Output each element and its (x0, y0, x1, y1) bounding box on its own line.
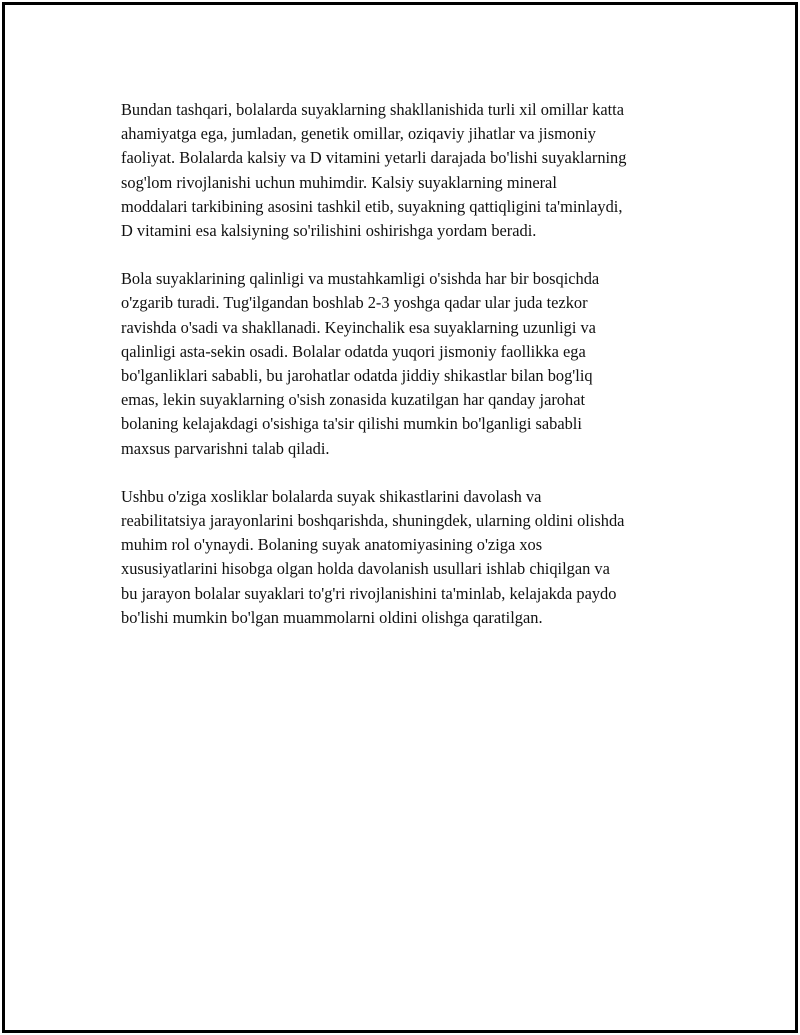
document-body (121, 98, 711, 654)
text-line: Bola suyaklarining qalinligi va mustahkamligi o'sishda har bir bosqichda (121, 269, 600, 289)
paragraph-1 (121, 98, 711, 243)
text-line: o'zgarib turadi. Tug'ilgandan boshlab 2-3 yoshga qadar ular juda tezkor (121, 293, 588, 313)
text-line: D vitamini esa kalsiyning so'rilishini oshirishga yordam beradi. (121, 221, 537, 241)
page-frame (2, 2, 798, 1033)
text-line: qalinligi asta-sekin osadi. Bolalar odatda yuqori jismoniy faollikka ega (121, 341, 586, 361)
paragraph-3 (121, 485, 711, 630)
text-line: faoliyat. Bolalarda kalsiy va D vitamini yetarli darajada bo'lishi suyaklarning (121, 148, 627, 168)
text-line: moddalari tarkibining asosini tashkil etib, suyakning qattiqligini ta'minlaydi, (121, 196, 623, 216)
text-line: bolaning kelajakdagi o'sishiga ta'sir qilishi mumkin bo'lganligi sababli (121, 414, 582, 434)
text-line: xususiyatlarini hisobga olgan holda davolanish usullari ishlab chiqilgan va (121, 559, 610, 579)
text-line: sog'lom rivojlanishi uchun muhimdir. Kalsiy suyaklarning mineral (121, 172, 557, 192)
text-line: maxsus parvarishni talab qiladi. (121, 438, 330, 458)
text-line: ahamiyatga ega, jumladan, genetik omillar, oziqaviy jihatlar va jismoniy (121, 124, 596, 144)
text-line: bo'lganliklari sababli, bu jarohatlar odatda jiddiy shikastlar bilan bog'liq (121, 366, 593, 386)
text-line: bu jarayon bolalar suyaklari to'g'ri rivojlanishini ta'minlab, kelajakda paydo (121, 583, 617, 603)
text-line: bo'lishi mumkin bo'lgan muammolarni oldini olishga qaratilgan. (121, 607, 543, 627)
text-line: emas, lekin suyaklarning o'sish zonasida kuzatilgan har qanday jarohat (121, 390, 586, 410)
paragraph-2 (121, 267, 711, 461)
text-line: ravishda o'sadi va shakllanadi. Keyinchalik esa suyaklarning uzunligi va (121, 317, 596, 337)
text-line: muhim rol o'ynaydi. Bolaning suyak anatomiyasining o'ziga xos (121, 535, 543, 555)
text-line: Ushbu o'ziga xosliklar bolalarda suyak shikastlarini davolash va (121, 486, 542, 506)
text-line: reabilitatsiya jarayonlarini boshqarishda, shuningdek, ularning oldini olishda (121, 511, 625, 531)
text-line: Bundan tashqari, bolalarda suyaklarning shakllanishida turli xil omillar katta (121, 100, 624, 119)
